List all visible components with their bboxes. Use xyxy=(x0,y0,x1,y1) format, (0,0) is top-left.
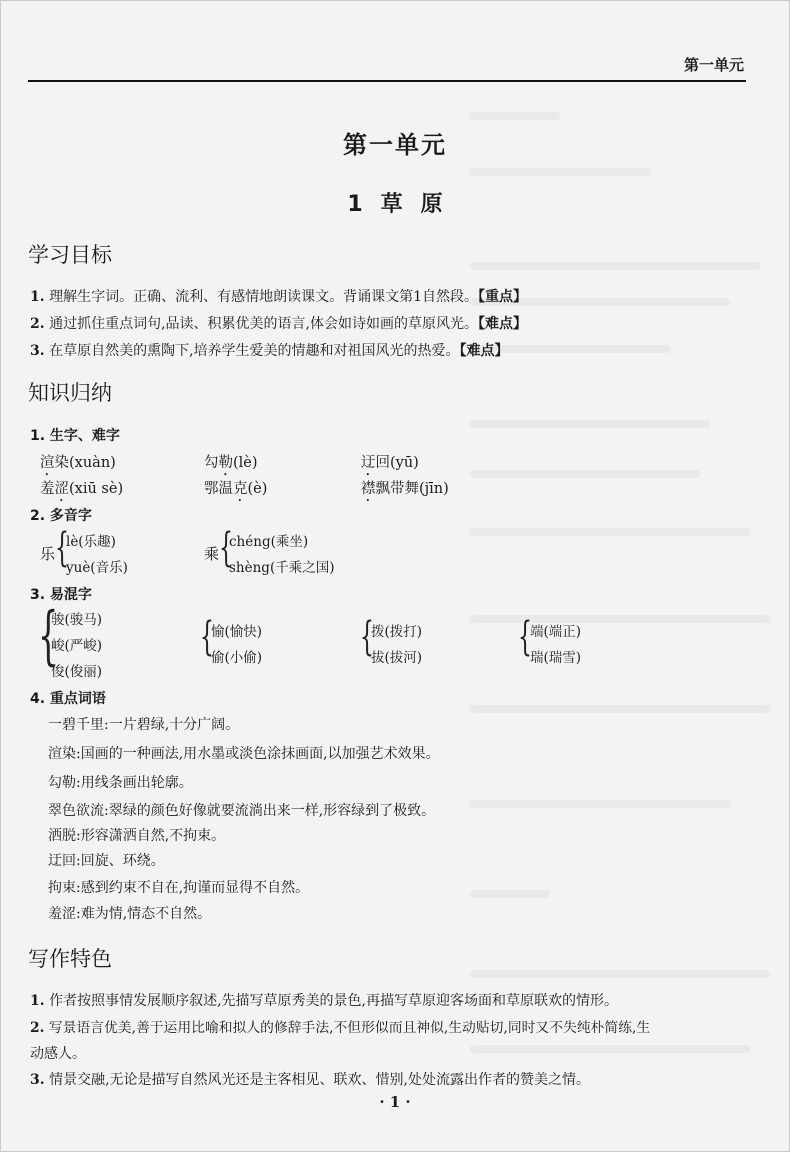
term-definition: 洒脱:形容潇洒自然,不拘束。 xyxy=(48,828,226,844)
goal-item xyxy=(30,313,527,333)
char-entry xyxy=(361,477,449,505)
term-definition: 一碧千里:一片碧绿,十分广阔。 xyxy=(48,717,240,733)
goal-text: 在草原自然美的熏陶下,培养学生爱美的情趣和对祖国风光的热爱。 xyxy=(49,343,460,359)
dotted-char: 涩 xyxy=(54,481,69,497)
pinyin: (xuàn) xyxy=(69,455,116,471)
section-heading-knowledge: 知识归纳 xyxy=(28,381,112,405)
subheading-key-terms: 4. 重点词语 xyxy=(30,691,106,707)
confusable-char: 端(端正) xyxy=(530,624,582,640)
unit-title: 第一单元 xyxy=(343,131,447,159)
writing-text: 写景语言优美,善于运用比喻和拟人的修辞手法,不但形似而且神似,生动贴切,同时又不失纯朴简练,生 xyxy=(48,1020,651,1036)
char-entry xyxy=(361,451,419,479)
writing-number: 3. xyxy=(30,1072,45,1088)
char-pre: 鄂温 xyxy=(204,481,233,497)
confusable-char: 偷(小偷) xyxy=(211,650,263,666)
confusable-char: 瑞(瑞雪) xyxy=(530,650,582,666)
char-entry xyxy=(40,451,116,479)
goal-number: 3. xyxy=(30,343,45,359)
lesson-number: 1 xyxy=(347,192,363,217)
goal-tag: 【难点】 xyxy=(459,343,509,359)
poly-char: 乐 xyxy=(40,545,56,563)
goal-item xyxy=(30,340,509,360)
brace-icon: { xyxy=(518,614,532,660)
term-definition: 勾勒:用线条画出轮廓。 xyxy=(48,775,193,791)
pinyin: (lè) xyxy=(233,455,258,471)
goal-tag: 【难点】 xyxy=(477,316,527,332)
confusable-char: 愉(愉快) xyxy=(211,624,263,640)
writing-item xyxy=(30,990,618,1010)
char-entry xyxy=(204,477,267,505)
char-rest: 染 xyxy=(54,455,69,471)
header-rule xyxy=(28,80,746,82)
writing-item xyxy=(30,1069,590,1089)
dotted-char: 克 xyxy=(233,481,248,497)
poly-char: 乘 xyxy=(204,545,220,563)
poly-reading: chéng(乘坐) xyxy=(229,534,309,550)
dotted-char: 迂 xyxy=(361,455,376,471)
writing-number: 2. xyxy=(30,1020,45,1036)
confusable-char: 俊(俊丽) xyxy=(51,664,103,680)
char-entry xyxy=(204,451,258,479)
poly-reading: lè(乐趣) xyxy=(66,534,116,550)
dotted-char: 襟 xyxy=(361,481,376,497)
goal-number: 2. xyxy=(30,316,45,332)
confusable-char: 骏(骏马) xyxy=(51,612,103,628)
pinyin: (xiū sè) xyxy=(69,481,124,497)
confusable-char: 峻(严峻) xyxy=(51,638,103,654)
char-entry xyxy=(40,477,123,505)
pinyin: (è) xyxy=(247,481,268,497)
writing-number: 1. xyxy=(30,993,45,1009)
brace-icon: { xyxy=(55,525,69,571)
section-heading-goals: 学习目标 xyxy=(28,243,112,267)
running-header: 第一单元 xyxy=(683,56,744,74)
term-definition: 渲染:国画的一种画法,用水墨或淡色涂抹画面,以加强艺术效果。 xyxy=(48,746,440,762)
char-pre: 羞 xyxy=(40,481,55,497)
page-number: · 1 · xyxy=(379,1093,411,1111)
poly-reading: shèng(千乘之国) xyxy=(229,560,335,576)
poly-reading: yuè(音乐) xyxy=(66,560,128,576)
pinyin: (yū) xyxy=(390,455,419,471)
lesson-name-2: 原 xyxy=(420,192,443,217)
subheading-polyphones: 2. 多音字 xyxy=(30,508,92,524)
brace-icon: { xyxy=(38,599,59,673)
confusable-char: 拨(拨打) xyxy=(371,624,423,640)
writing-text: 作者按照事情发展顺序叙述,先描写草原秀美的景色,再描写草原迎客场面和草原联欢的情形。 xyxy=(49,993,618,1009)
char-pre: 勾 xyxy=(204,455,219,471)
goal-item xyxy=(30,286,527,306)
char-rest: 回 xyxy=(375,455,390,471)
lesson-title xyxy=(0,187,790,218)
dotted-char: 勒 xyxy=(218,455,233,471)
goal-text: 通过抓住重点词句,品读、积累优美的语言,体会如诗如画的草原风光。 xyxy=(49,316,478,332)
section-heading-writing: 写作特色 xyxy=(28,947,112,971)
subheading-confusable: 3. 易混字 xyxy=(30,587,92,603)
goal-text: 理解生字词。正确、流利、有感情地朗读课文。背诵课文第1自然段。 xyxy=(49,289,478,305)
term-definition: 羞涩:难为情,情态不自然。 xyxy=(48,906,212,922)
term-definition: 翠色欲流:翠绿的颜色好像就要流淌出来一样,形容绿到了极致。 xyxy=(48,803,436,819)
goal-number: 1. xyxy=(30,289,45,305)
pinyin: (jīn) xyxy=(419,481,449,497)
writing-continuation: 动感人。 xyxy=(30,1046,86,1062)
brace-icon: { xyxy=(200,614,214,660)
char-rest: 飘带舞 xyxy=(375,481,419,497)
goal-tag: 【重点】 xyxy=(477,289,527,305)
dotted-char: 渲 xyxy=(40,455,55,471)
writing-item xyxy=(30,1016,650,1036)
writing-text: 情景交融,无论是描写自然风光还是主客相见、联欢、惜别,处处流露出作者的赞美之情。 xyxy=(49,1072,590,1088)
lesson-name-1: 草 xyxy=(380,192,403,217)
confusable-char: 拔(拔河) xyxy=(371,650,423,666)
term-definition: 拘束:感到约束不自在,拘谨而显得不自然。 xyxy=(48,880,310,896)
term-definition: 迂回:回旋、环绕。 xyxy=(48,853,165,869)
brace-icon: { xyxy=(360,614,374,660)
subheading-new-chars: 1. 生字、难字 xyxy=(30,428,120,444)
brace-icon: { xyxy=(219,525,233,571)
